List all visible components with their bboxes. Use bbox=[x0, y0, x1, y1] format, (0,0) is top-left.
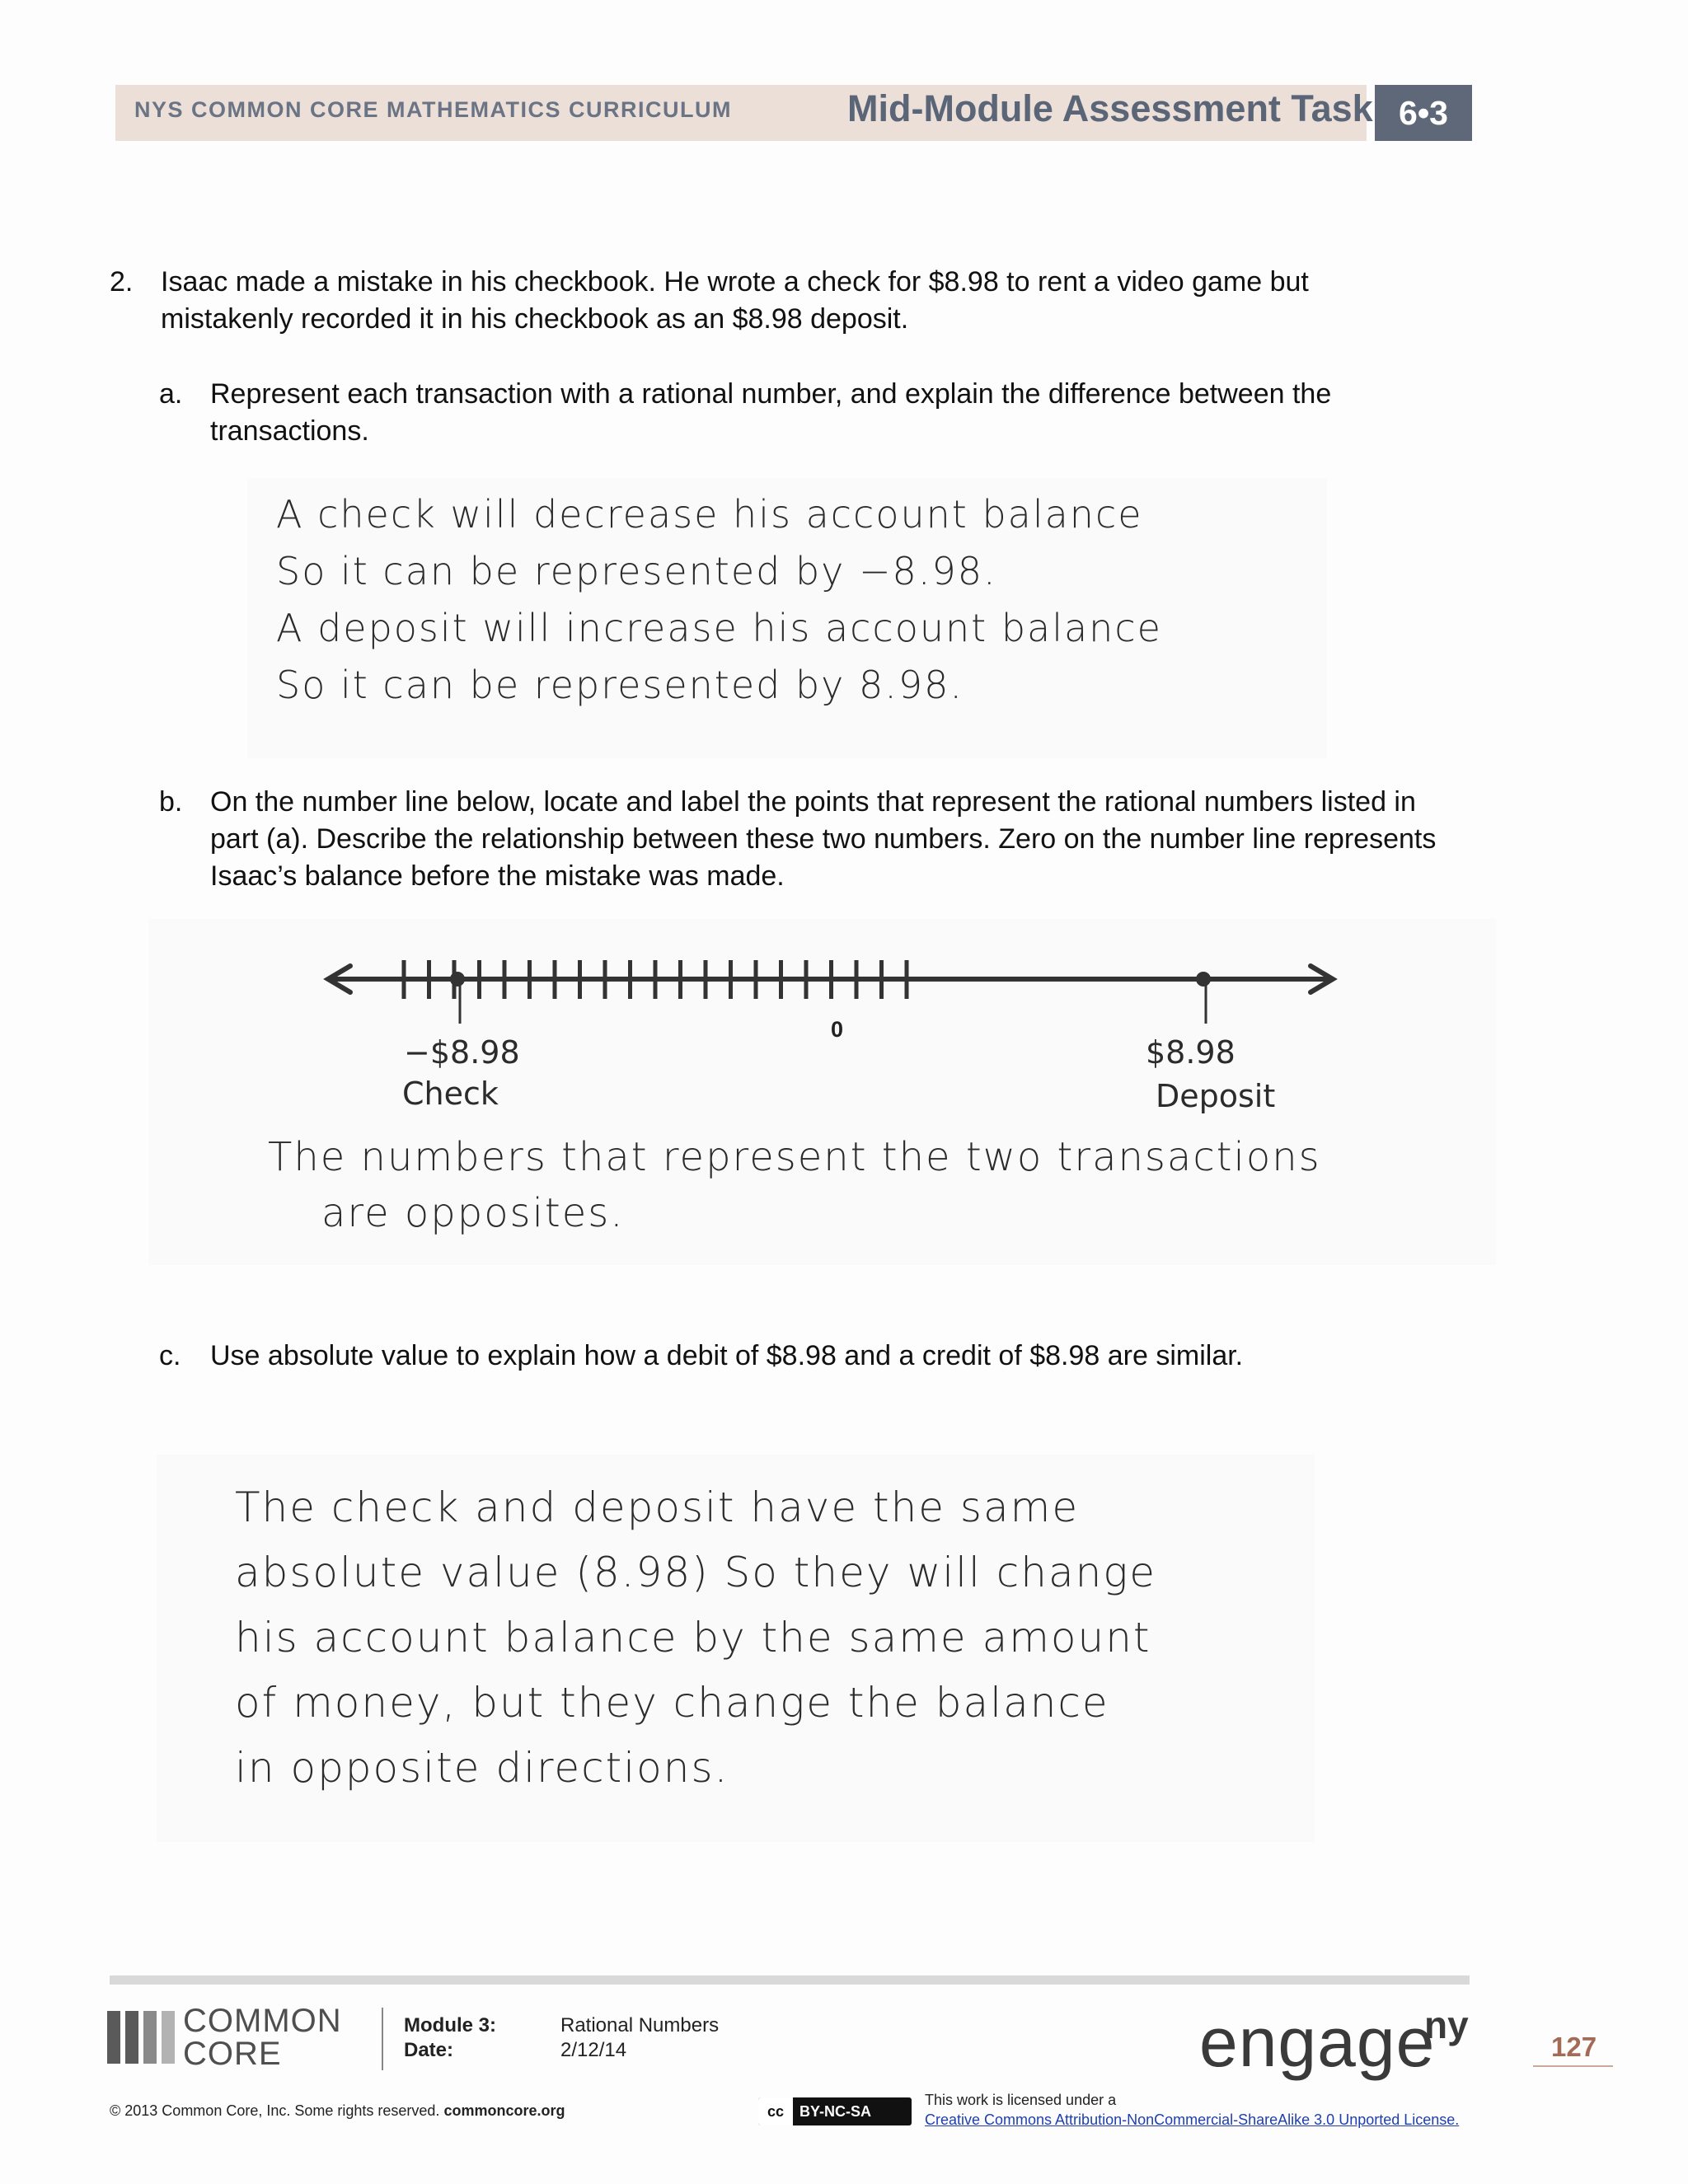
cc-license-badge[interactable] bbox=[758, 2097, 912, 2125]
number-line bbox=[313, 948, 1352, 1129]
date-label: Date: bbox=[404, 2039, 454, 2061]
license-badge-label: BY-NC-SA bbox=[799, 2103, 872, 2120]
curriculum-label: NYS COMMON CORE MATHEMATICS CURRICULUM bbox=[134, 97, 732, 122]
answer-line: in opposite directions. bbox=[235, 1744, 729, 1792]
answer-line: A deposit will increase his account balance bbox=[276, 606, 1162, 650]
page-number-rule bbox=[1533, 2065, 1613, 2067]
deposit-text-label: Deposit bbox=[1156, 1078, 1276, 1114]
deposit-point bbox=[1196, 972, 1211, 987]
answer-line: A check will decrease his account balance bbox=[276, 492, 1143, 537]
copyright-site-link[interactable]: commoncore.org bbox=[443, 2102, 565, 2119]
part-a-handwritten-answer bbox=[276, 486, 1162, 714]
footer-rule bbox=[110, 1975, 1470, 1985]
license-text: This work is licensed under a bbox=[925, 2092, 1117, 2108]
answer-line: The check and deposit have the same bbox=[235, 1483, 1080, 1531]
module-value: Rational Numbers bbox=[560, 2014, 720, 2036]
zero-label: 0 bbox=[831, 1017, 844, 1042]
page-number: 127 bbox=[1551, 2032, 1597, 2062]
part-a-prompt: Represent each transaction with a rational number, and explain the difference between the transactions. bbox=[210, 378, 1332, 447]
answer-line: are opposites. bbox=[321, 1190, 625, 1236]
deposit-value-label: $8.98 bbox=[1146, 1034, 1236, 1071]
date-value: 2/12/14 bbox=[560, 2039, 627, 2061]
copyright-text: © 2013 Common Core, Inc. Some rights reserved. bbox=[110, 2102, 440, 2119]
question-number: 2. bbox=[110, 266, 134, 298]
copyright-notice bbox=[110, 2102, 565, 2120]
common-core-wordmark-line1: COMMON bbox=[183, 2003, 342, 2039]
check-point bbox=[450, 972, 465, 987]
check-value-label: −$8.98 bbox=[404, 1034, 520, 1071]
common-core-wordmark-line2: CORE bbox=[183, 2036, 282, 2072]
part-b-prompt: On the number line below, locate and label the points that represent the rational numbers listed in part (a). Describe the relationship between these two numbers. Zero on the number line represents Isaac’s balance before the mistake was made. bbox=[210, 786, 1437, 892]
part-c-handwritten-answer bbox=[235, 1475, 1156, 1801]
grade-module-badge: 6•3 bbox=[1375, 85, 1472, 141]
common-core-logo-icon bbox=[107, 2011, 176, 2064]
module-label: Module 3: bbox=[404, 2014, 496, 2036]
part-b-handwritten-answer bbox=[268, 1129, 1321, 1241]
page-title: Mid-Module Assessment Task bbox=[847, 87, 1373, 129]
footer-divider bbox=[382, 2008, 383, 2070]
tick-marks bbox=[404, 960, 907, 999]
part-c-letter: c. bbox=[159, 1340, 181, 1371]
part-a-letter: a. bbox=[159, 378, 183, 410]
answer-line: of money, but they change the balance bbox=[235, 1679, 1109, 1727]
answer-line: his account balance by the same amount bbox=[235, 1614, 1151, 1661]
part-c-prompt: Use absolute value to explain how a debit of $8.98 and a credit of $8.98 are similar. bbox=[210, 1340, 1244, 1371]
answer-line: The numbers that represent the two transactions bbox=[268, 1134, 1321, 1180]
answer-line: So it can be represented by 8.98. bbox=[276, 663, 964, 707]
answer-line: So it can be represented by −8.98. bbox=[276, 549, 997, 593]
engageny-logo-sup: ny bbox=[1424, 2004, 1469, 2046]
part-b-letter: b. bbox=[159, 786, 183, 818]
check-text-label: Check bbox=[402, 1076, 499, 1112]
cc-icon: cc bbox=[758, 2097, 793, 2125]
engageny-logo: engage bbox=[1199, 2004, 1436, 2081]
question-stem: Isaac made a mistake in his checkbook. He wrote a check for $8.98 to rent a video game but mistakenly recorded it in his checkbook as an $8.98 deposit. bbox=[161, 266, 1309, 335]
answer-line: absolute value (8.98) So they will change bbox=[235, 1549, 1157, 1596]
license-link[interactable]: Creative Commons Attribution-NonCommercial-ShareAlike 3.0 Unported License. bbox=[925, 2111, 1460, 2128]
